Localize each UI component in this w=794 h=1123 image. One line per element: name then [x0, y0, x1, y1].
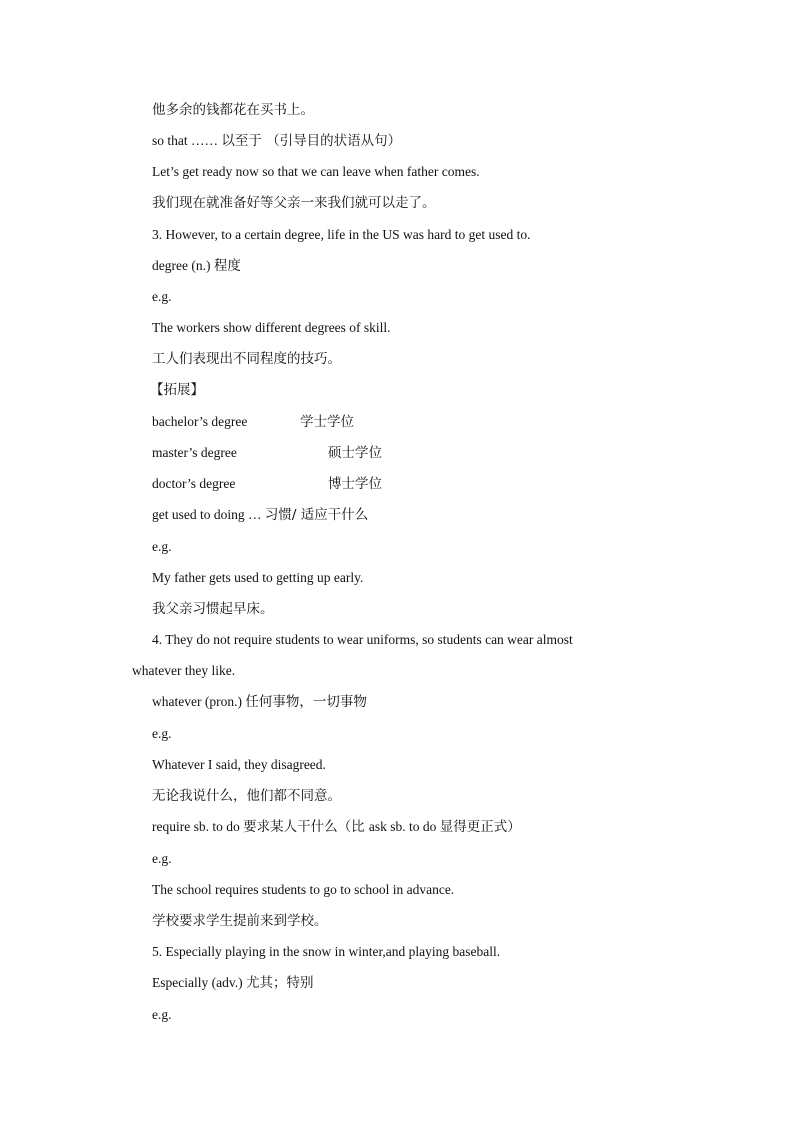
- text-line: [152, 132, 401, 150]
- example-sentence: The workers show different degrees of skill.: [152, 320, 391, 335]
- example-label: e.g.: [152, 851, 172, 866]
- chinese-meaning: 博士学位: [328, 476, 382, 492]
- chinese-meaning: 习惯/ 适应干什么: [264, 507, 369, 523]
- example-sentence: My father gets used to getting up early.: [152, 570, 364, 585]
- section-sentence-continued: whatever they like.: [132, 663, 236, 678]
- translation: 工人们表现出不同程度的技巧。: [152, 351, 341, 367]
- english-term: master’s degree: [152, 445, 237, 460]
- extension-heading: 【拓展】: [150, 382, 204, 398]
- english-term: Especially (adv.): [152, 975, 246, 990]
- degree-item: [152, 475, 382, 493]
- chinese-meaning: 任何事物，一切事物: [245, 694, 367, 710]
- chinese-meaning: 尤其；特别: [245, 975, 314, 991]
- english-term: ask sb. to do: [368, 819, 440, 834]
- chinese-meaning: 程度: [213, 258, 241, 274]
- translation: 学校要求学生提前来到学校。: [152, 913, 328, 929]
- example-label: e.g.: [152, 289, 172, 304]
- section-sentence: 5. Especially playing in the snow in winter,and playing baseball.: [152, 944, 501, 959]
- english-term: doctor’s degree: [152, 476, 236, 491]
- english-term: so that ……: [152, 133, 222, 148]
- english-term: whatever (pron.): [152, 694, 246, 709]
- degree-item: [152, 413, 354, 431]
- chinese-meaning: 以至于 （引导目的状语从句）: [221, 133, 402, 149]
- translation: 我父亲习惯起早床。: [152, 601, 274, 617]
- text-line: [152, 506, 368, 524]
- english-term: get used to doing …: [152, 507, 265, 522]
- section-sentence: 3. However, to a certain degree, life in the US was hard to get used to.: [152, 227, 531, 242]
- translation: 无论我说什么，他们都不同意。: [152, 788, 341, 804]
- text-line: [152, 818, 521, 836]
- chinese-meaning: 要求某人干什么（比: [243, 819, 369, 835]
- english-term: bachelor’s degree: [152, 414, 248, 429]
- text-line: 他多余的钱都花在买书上。: [152, 102, 314, 118]
- chinese-meaning: 硕士学位: [328, 445, 382, 461]
- example-label: e.g.: [152, 1007, 172, 1022]
- example-label: e.g.: [152, 539, 172, 554]
- text-line: [152, 257, 241, 275]
- example-sentence: Whatever I said, they disagreed.: [152, 757, 326, 772]
- text-line: [152, 693, 367, 711]
- section-sentence: 4. They do not require students to wear uniforms, so students can wear almost: [152, 632, 573, 647]
- example-sentence: Let’s get ready now so that we can leave when father comes.: [152, 164, 480, 179]
- degree-item: [152, 444, 382, 462]
- example-sentence: The school requires students to go to school in advance.: [152, 882, 455, 897]
- example-label: e.g.: [152, 726, 172, 741]
- chinese-meaning: 显得更正式）: [439, 819, 521, 835]
- chinese-meaning: 学士学位: [300, 414, 354, 430]
- text-line: [152, 974, 313, 992]
- english-term: require sb. to do: [152, 819, 244, 834]
- english-term: degree (n.): [152, 258, 214, 273]
- translation: 我们现在就准备好等父亲一来我们就可以走了。: [152, 195, 436, 211]
